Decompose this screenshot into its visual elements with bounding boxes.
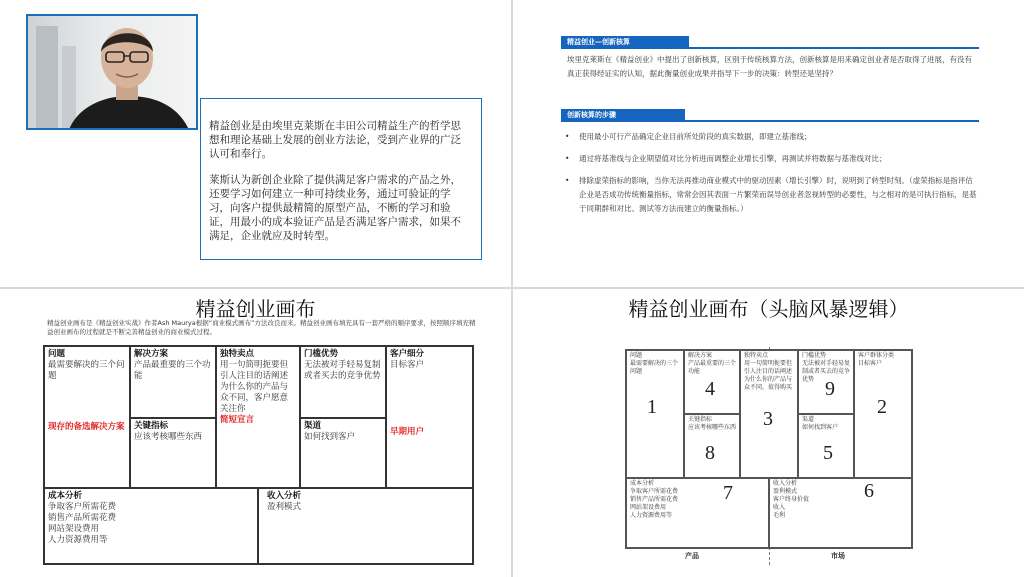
cell-text: 盈利模式: [267, 502, 302, 512]
diagram-cell-solution: [684, 350, 740, 414]
canvas-cell-problem: [44, 346, 130, 488]
cell-text: 争取客户所需花费: [48, 502, 117, 512]
cell-heading: 渠道: [802, 416, 815, 423]
slide-1[interactable]: [0, 0, 511, 287]
cell-text: 产品最重要的三个功能: [134, 360, 211, 381]
cell-text: 网站架设费用: [630, 504, 667, 511]
cell-heading: 成本分析: [630, 480, 655, 487]
intro-text-box: [200, 98, 482, 260]
slide-title: 精益创业画布: [195, 297, 316, 321]
canvas-cell-solution: [130, 346, 216, 418]
section-underline: [561, 47, 979, 49]
step-number: 4: [705, 378, 715, 400]
step-number: 6: [864, 480, 874, 502]
step-number: 9: [825, 378, 835, 400]
cell-text: 最需要解决的三个问题: [630, 360, 679, 375]
cell-text: 最需要解决的三个问题: [48, 360, 125, 381]
cell-heading: 门槛优势: [802, 352, 827, 359]
slide-2[interactable]: [513, 0, 1024, 287]
cell-text: 应该考核哪些东西: [134, 432, 203, 442]
cell-heading: 收入分析: [267, 491, 302, 501]
canvas-cell-cost: [44, 488, 258, 564]
cell-text: 如何找到客户: [802, 424, 839, 431]
diagram-cell-cost: [626, 478, 769, 548]
footer-product-label: 产品: [685, 552, 699, 560]
step-number: 8: [705, 442, 715, 464]
canvas-cell-channels: [300, 418, 386, 488]
diagram-cell-channels: [798, 414, 854, 478]
cell-text: 用一句简明扼要但引人注目的话阐述为什么你的产品与众不同，客户愿意关注你: [220, 360, 289, 414]
innovation-accounting-intro: 埃里克莱斯在《精益创业》中提出了创新核算，区别于传统核算方法，创新核算是用来确定创业者是否取得了进展，有没有真正获得经证实的认知，据此衡量创业成果并指导下一步的决策：转型还是坚持？: [567, 55, 972, 78]
cell-heading: 客户细分: [390, 349, 425, 359]
step-number: 2: [877, 396, 887, 418]
cell-heading: 问题: [630, 352, 643, 359]
person-silhouette-icon: [28, 16, 198, 130]
cell-text: 人力资源费用等: [48, 535, 108, 545]
diagram-cell-problem: [626, 350, 684, 478]
intro-paragraph-1: 精益创业是由埃里克莱斯在丰田公司精益生产的哲学思想和理论基础上发展的创业方法论，受到产业界的广泛认可和奉行。: [209, 120, 461, 160]
cell-highlight: 早期用户: [390, 427, 425, 437]
step-number: 7: [723, 482, 733, 504]
section-label-steps: 创新核算的步骤: [561, 109, 685, 121]
step-number: 5: [823, 442, 833, 464]
canvas-cell-advantage: [300, 346, 386, 418]
cell-heading: 解决方案: [134, 349, 169, 359]
cell-text: 目标客户: [858, 360, 883, 367]
cell-text: 网站架设费用: [48, 524, 100, 534]
slide-4[interactable]: [513, 289, 1024, 577]
step-number: 1: [647, 396, 657, 418]
canvas-cell-uvp: [216, 346, 300, 488]
list-item: • 使用最小可行产品确定企业目前所处阶段的真实数据，即建立基准线；: [565, 130, 980, 144]
cell-highlight: 现存的备选解决方案: [48, 422, 125, 432]
diagram-cell-segments: [854, 350, 912, 478]
cell-text: 无法被对手轻易复制或者买去的竞争优势: [304, 360, 381, 381]
cell-text: 销售产品所需花费: [630, 496, 679, 503]
cell-text: 收入: [773, 504, 786, 511]
cell-heading: 关键指标: [134, 421, 169, 431]
cell-heading: 门槛优势: [304, 349, 339, 359]
cell-text: 毛利: [773, 512, 786, 519]
cell-heading: 客户群体分类: [858, 352, 895, 359]
steps-list: [565, 130, 980, 224]
cell-heading: 成本分析: [48, 491, 83, 501]
list-item: • 排除虚荣指标的影响，当你无法再推动商业模式中的驱动因素（增长引擎）时，说明到了转型时刻。（虚荣指标是指评估企业是否成功传统衡量指标，常常会因其表面一片繁荣而误导创业者忽视转型的必要性，与之相对的是可执行指标，是基于同期群和对比、测试等方法而建立的衡量指标。）: [565, 174, 980, 216]
diagram-cell-metrics: [684, 414, 740, 478]
section-label-innovation-accounting: 精益创业—创新核算: [561, 36, 689, 48]
section-underline: [561, 120, 979, 122]
cell-heading: 独特卖点: [220, 349, 255, 359]
cell-text: 应该考核哪些东西: [688, 424, 737, 431]
cell-text: 用一句简明扼要但引人注目的话阐述为什么你的产品与众不同，值得购买: [744, 360, 793, 391]
cell-text: 客户终身价值: [773, 496, 810, 503]
lean-canvas-table: [43, 345, 474, 565]
cell-heading: 解决方案: [688, 352, 713, 359]
person-photo-icon: [26, 14, 198, 130]
slide-title: 精益创业画布（头脑风暴逻辑）: [628, 297, 909, 321]
intro-paragraph-2: 莱斯认为新创企业除了提供满足客户需求的产品之外，还要学习如何建立一种可持续业务，通过可验证的学习，向客户提供最精简的原型产品，不断的学习和验证，用最小的成本验证产品是否满足客户需求，如果不满足，企业就应及时转型。: [209, 174, 461, 242]
cell-heading: 问题: [48, 349, 66, 359]
cell-text: 目标客户: [390, 360, 425, 370]
canvas-cell-metrics: [130, 418, 216, 488]
cell-heading: 收入分析: [773, 480, 798, 487]
cell-text: 无法被对手轻易复制或者买去的竞争优势: [802, 360, 851, 383]
canvas-cell-segments: [386, 346, 473, 488]
cell-heading: 独特卖点: [744, 352, 769, 359]
slide-description: 精益创业画布是《精益创业实战》作者Ash Maurya根据“商业模式画布”方法改良而来。精益创业画布填充具有一套严格的顺序要求，按照顺序填充精益创业画布的过程就是不断完善精益创业的商业模式过程。: [47, 319, 476, 336]
cell-text: 盈利模式: [773, 488, 798, 495]
cell-heading: 渠道: [304, 421, 322, 431]
diagram-cell-revenue: [769, 478, 912, 548]
step-number: 3: [763, 408, 773, 430]
cell-highlight: 简短宣言: [220, 415, 255, 425]
lean-canvas-diagram: [625, 349, 913, 549]
footer-market-label: 市场: [831, 552, 845, 560]
slide-3[interactable]: [0, 289, 511, 577]
list-item: • 通过将基准线与企业期望值对比分析进而调整企业增长引擎，再测试并将数据与基准线对比；: [565, 152, 980, 166]
cell-heading: 关键指标: [688, 416, 713, 423]
canvas-cell-revenue: [258, 488, 473, 564]
diagram-cell-uvp: [740, 350, 798, 478]
cell-text: 人力资源费用等: [630, 512, 673, 519]
cell-text: 争取客户所需花费: [630, 488, 679, 495]
cell-text: 如何找到客户: [304, 432, 356, 442]
cell-text: 销售产品所需花费: [48, 513, 117, 523]
diagram-cell-advantage: [798, 350, 854, 414]
cell-text: 产品最重要的三个功能: [688, 360, 737, 375]
